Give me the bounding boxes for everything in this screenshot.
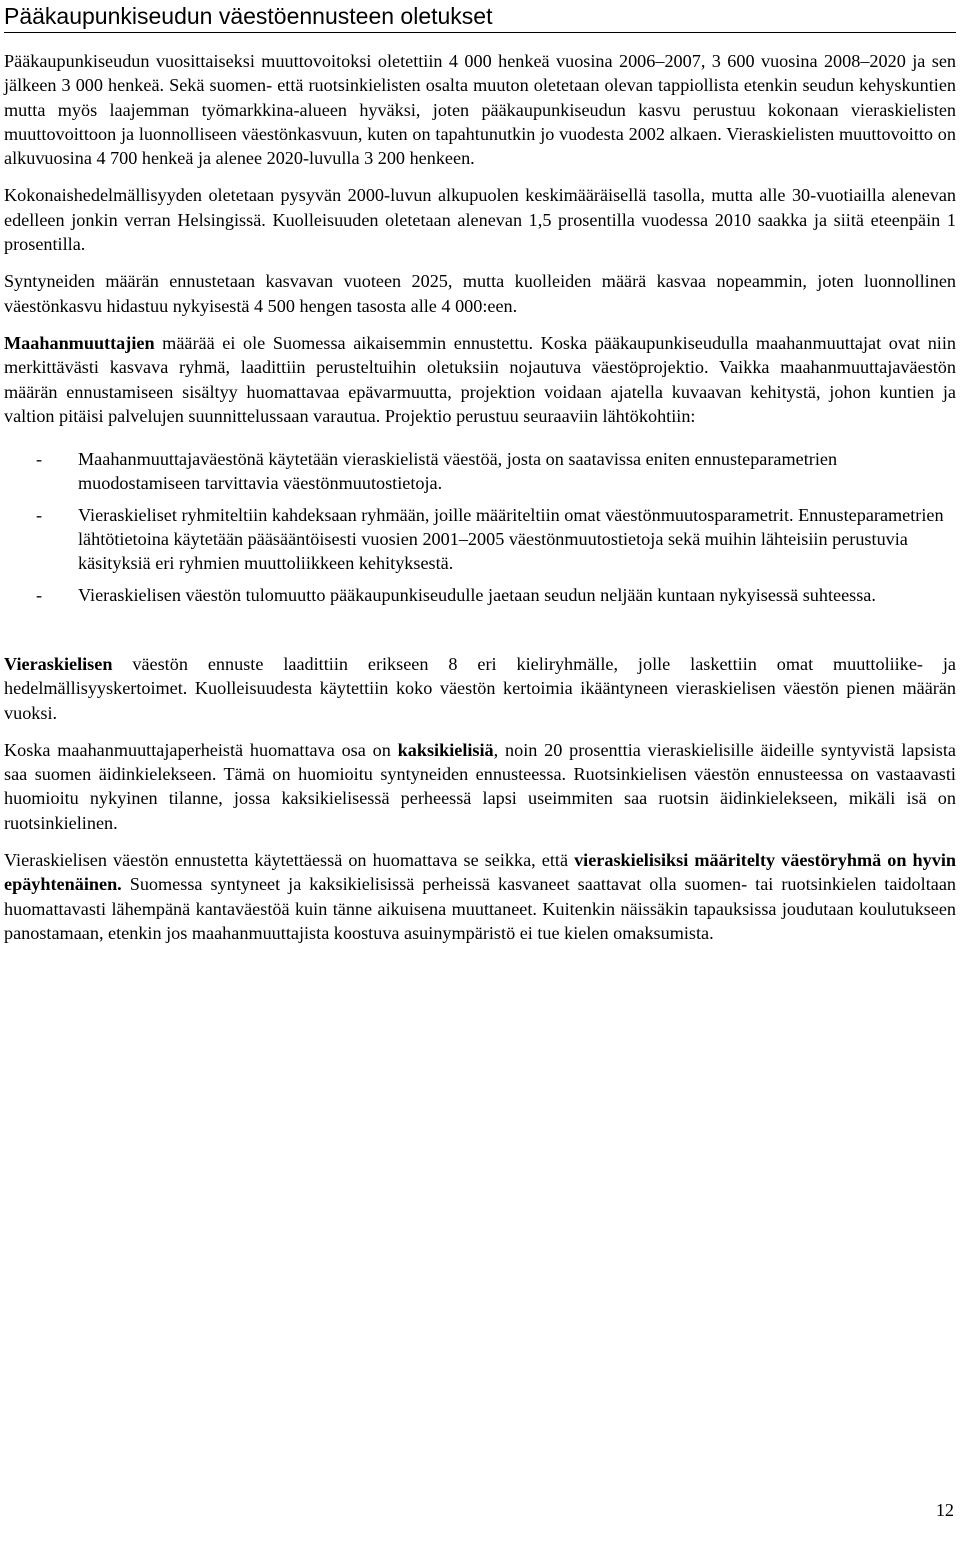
bold-term-immigrants: Maahanmuuttajien [4, 332, 155, 353]
paragraph-heterogeneous [4, 848, 956, 945]
paragraph-bilingual-text-end: , noin 20 prosenttia vieraskielisille äideille syntyvistä lapsista saa suomen äidinkielekseen. Tämä on huomioitu syntyneiden ennusteessa. Ruotsinkielisen väestön ennusteessa on vastaavasti huomioitu nykyinen tilanne, jossa kaksikielisessä perheessä lapsi useimmiten saa ruotsin äidinkielekseen, mikäli isä on ruotsinkielinen. [4, 739, 956, 833]
paragraph-bilingual [4, 738, 956, 835]
list-dash: - [36, 504, 43, 525]
list-item-text: Vieraskielisen väestön tulomuutto pääkaupunkiseudulle jaetaan seudun neljään kuntaan nykyisessä suhteessa. [78, 584, 876, 605]
page-number: 12 [935, 1500, 954, 1520]
paragraph-immigrants-text: määrää ei ole Suomessa aikaisemmin ennustettu. Koska pääkaupunkiseudulla maahanmuuttajat ovat niin merkittävästi kasvava ryhmä, laadittiin perusteltuihin oletuksiin nojautuva väestöprojektio. Vaikka maahanmuuttajaväestön määrän ennustamiseen sisältyy huomattavaa epävarmuutta, projektion voidaan ajatella kuvaavan kehitystä, johon kuntien ja valtion pitäisi palvelujen suunnittelussaan varautua. Projektio perustuu seuraaviin lähtökohtiin: [4, 332, 956, 426]
bold-term-foreign-language: Vieraskielisen [4, 653, 113, 674]
paragraph-migration: Pääkaupunkiseudun vuosittaiseksi muuttovoitoksi oletettiin 4 000 henkeä vuosina 2006–2007, 3 600 vuosina 2008–2020 ja sen jälkeen 3 000 henkeä. Sekä suomen- että ruotsinkielisten osalta muuton oletetaan olevan tappiollista etenkin seudun kehyskuntien mutta myös laajemman työmarkkina-alueen hyväksi, joten pääkaupunkiseudun kasvu perustuu kokonaan vieraskielisten muuttovoittoon ja luonnolliseen väestönkasvuun, kuten on tapahtunutkin jo vuodesta 2002 alkaen. Vieraskielisten muuttovoitto on alkuvuosina 4 700 henkeä ja alenee 2020-luvulla 3 200 henkeen. [4, 51, 956, 169]
list-item [4, 503, 956, 576]
paragraph-foreign-language [4, 652, 956, 725]
list-dash: - [36, 584, 43, 605]
paragraph-heterogeneous-text-end: Suomessa syntyneet ja kaksikielisissä perheissä kasvaneet saattavat olla suomen- tai ruotsinkielen taidoltaan huomattavasti lähempänä kantaväestöä kuin tänne aikuisena muuttaneet. Kuitenkin näissäkin tapauksissa joudutaan koulutukseen panostamaan, etenkin jos maahanmuuttajista koostuva asuinympäristö ei tue kielen omaksumista. [4, 874, 956, 943]
list-item-text: Vieraskieliset ryhmiteltiin kahdeksaan ryhmään, joille määriteltiin omat väestönmuutosparametrit. Ennusteparametrien lähtötietoina käytetään pääsääntöisesti vuosien 2001–2005 väestönmuutostietoja sekä muihin lähteisiin perustuvia käsityksiä eri ryhmien muuttoliikkeen kehityksestä. [78, 504, 944, 574]
document-page [4, 0, 956, 945]
paragraph-heterogeneous-text-start: Vieraskielisen väestön ennustetta käytettäessä on huomattava se seikka, että [4, 850, 575, 871]
page-title: Pääkaupunkiseudun väestöennusteen oletukset [4, 0, 956, 33]
list-item [4, 583, 956, 607]
list-item-text: Maahanmuuttajaväestönä käytetään vieraskielistä väestöä, josta on saatavissa eniten ennusteparametrien muodostamiseen tarvittavia väestönmuutostietoja. [78, 449, 838, 494]
bold-term-heterogeneous: vieraskielisiksi määritelty väestöryhmä on hyvin epäyhtenäinen. [4, 850, 956, 895]
paragraph-bilingual-text-start: Koska maahanmuuttajaperheistä huomattava osa on [4, 739, 398, 760]
list-dash: - [36, 449, 43, 470]
paragraph-births: Syntyneiden määrän ennustetaan kasvavan vuoteen 2025, mutta kuolleiden määrä kasvaa nopeammin, joten luonnollinen väestönkasvu hidastuu nykyisestä 4 500 hengen tasosta alle 4 000:een. [4, 271, 956, 316]
paragraph-fertility-mortality: Kokonaishedelmällisyyden oletetaan pysyvän 2000-luvun alkupuolen keskimääräisellä tasolla, mutta alle 30-vuotiailla alenevan edelleen jonkin verran Helsingissä. Kuolleisuuden oletetaan alenevan 1,5 prosentilla vuodessa 2010 saakka ja siitä eteenpäin 1 prosentilla. [4, 185, 956, 255]
list-item [4, 447, 956, 496]
bold-term-bilingual: kaksikielisiä [397, 739, 494, 760]
paragraph-immigrants [4, 331, 956, 428]
paragraph-foreign-language-text: väestön ennuste laadittiin erikseen 8 eri kieliryhmälle, jolle laskettiin omat muuttoliike- ja hedelmällisyyskertoimet. Kuolleisuudesta käytettiin koko väestön kertoimia ikääntyneen vieraskielisen väestön pienen määrän vuoksi. [4, 653, 956, 723]
assumptions-list [4, 447, 956, 607]
